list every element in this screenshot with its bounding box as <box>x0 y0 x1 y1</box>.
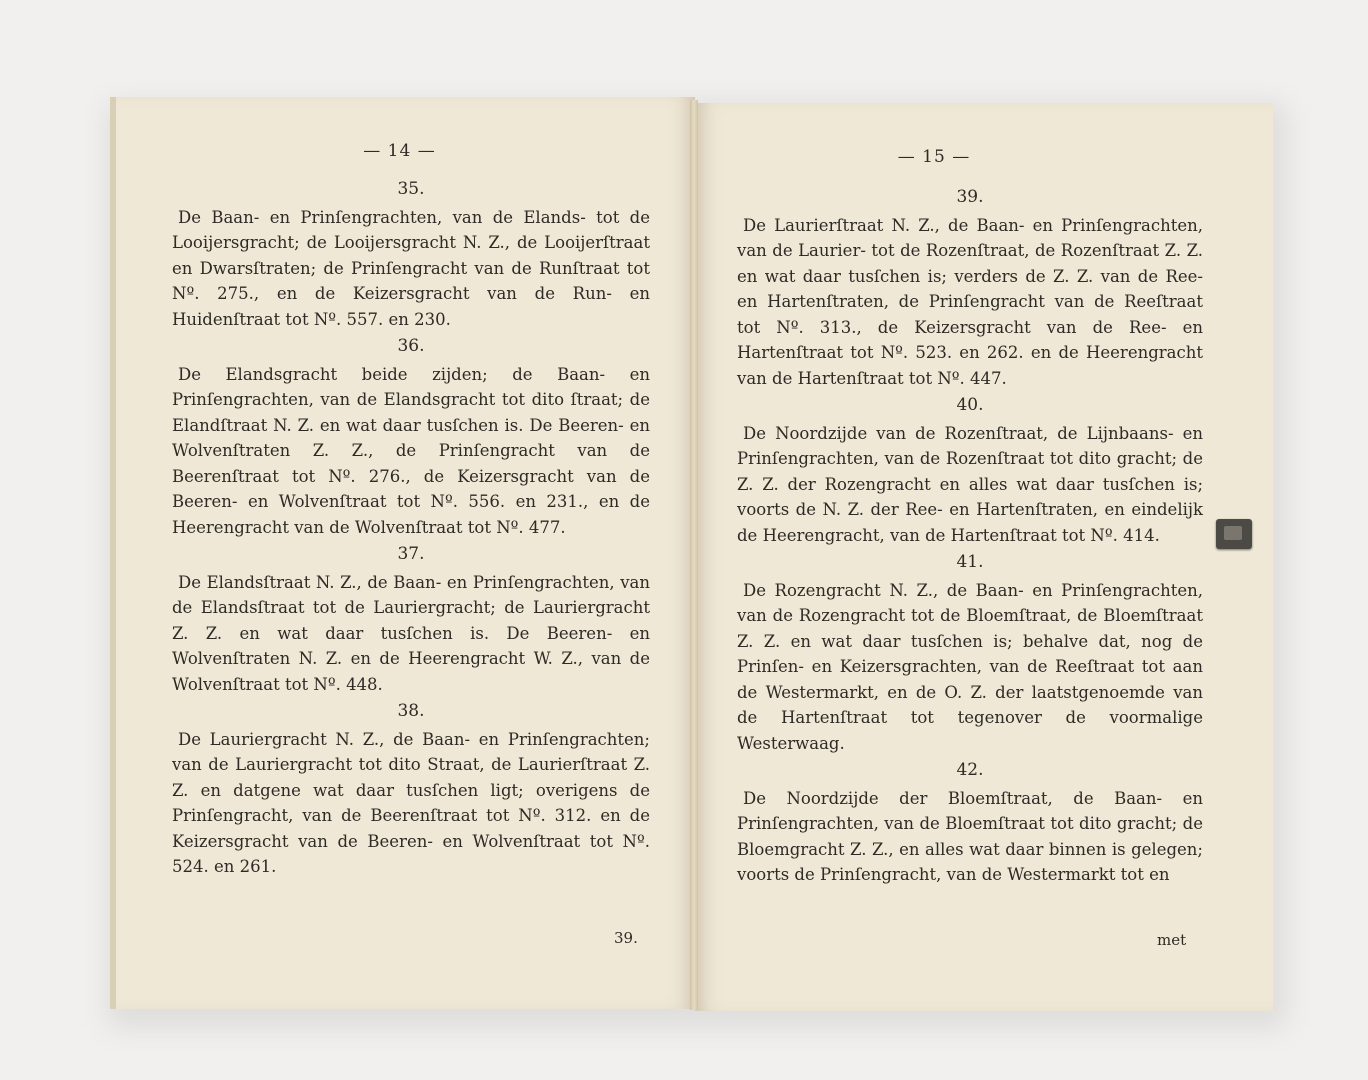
left-page <box>110 97 695 1009</box>
section-paragraph: De Laurierſtraat N. Z., de Baan- en Prinſengrachten, van de Laurier- tot de Rozenſtraat, de Rozenſtraat Z. Z. en wat daar tusſchen is; verders de Z. Z. van de Ree- en Hartenſtraten, de Prinſengracht van de Reeſtraat tot Nº. 313., de Keizersgracht van de Ree- en Hartenſtraat tot Nº. 523. en 262. en de Heerengracht van de Hartenſtraat tot Nº. 447. <box>737 215 1203 388</box>
section-paragraph: De Elandsſtraat N. Z., de Baan- en Prinſengrachten, van de Elandsſtraat tot de Lauriergracht; de Lauriergracht Z. Z. en wat daar tusſchen is. De Beeren- en Wolvenſtraten N. Z. en de Heerengracht W. Z., van de Wolvenſtraat tot Nº. 448. <box>172 572 650 694</box>
page-number-right: — 15 — <box>897 147 971 167</box>
section-paragraph: De Lauriergracht N. Z., de Baan- en Prinſengrachten; van de Lauriergracht tot dito Straat, de Laurierſtraat Z. Z. en datgene wat daar tusſchen ligt; overigens de Prinſengracht, van de Beerenſtraat tot Nº. 312. en de Keizersgracht van de Beeren- en Wolvenſtraat tot Nº. 524. en 261. <box>172 729 650 876</box>
right-page <box>695 103 1273 1011</box>
page-number-left: — 14 — <box>363 141 436 161</box>
section-paragraph: De Noordzijde der Bloemſtraat, de Baan- en Prinſengrachten, van de Bloemſtraat tot dito gracht; de Bloemgracht Z. Z., en alles wat daar binnen is gelegen; voorts de Prinſengracht, van de Westermarkt tot en <box>737 788 1203 884</box>
section-number: 35. <box>397 179 425 199</box>
section-paragraph: De Elandsgracht beide zijden; de Baan- en Prinſengrachten, van de Elandsgracht tot dito ſtraat; de Elandſtraat N. Z. en wat daar tusſchen is. De Beeren- en Wolvenſtraten Z. Z., de Prinſengracht van de Beerenſtraat tot Nº. 276., de Keizersgracht van de Beeren- en Wolvenſtraat tot Nº. 556. en 231., en de Heerengracht van de Wolvenſtraat tot Nº. 477. <box>172 364 650 537</box>
section-number: 42. <box>956 760 984 780</box>
section-paragraph: De Noordzijde van de Rozenſtraat, de Lijnbaans- en Prinſengrachten, van de Rozenſtraat tot dito gracht; de Z. Z. der Rozengracht en alles wat daar tusſchen is; voorts de N. Z. der Ree- en Hartenſtraten, en eindelijk de Heerengracht, van de Hartenſtraat tot Nº. 414. <box>737 423 1203 545</box>
right-page-text <box>737 183 1203 888</box>
section-paragraph: De Baan- en Prinſengrachten, van de Elands- tot de Looijersgracht; de Looijersgracht N. Z., de Looijerſtraat en Dwarsſtraten; de Prinſengracht van de Runſtraat tot Nº. 275., en de Keizersgracht van de Run- en Huidenſtraat tot Nº. 557. en 230. <box>172 207 650 329</box>
left-page-text <box>172 175 650 880</box>
section-paragraph: De Rozengracht N. Z., de Baan- en Prinſengrachten, van de Rozengracht tot de Bloemſtraat, de Bloemſtraat Z. Z. en wat daar tusſchen is; behalve dat, nog de Prinſen- en Keizersgrachten, van de Reeſtraat tot aan de Westermarkt, en de O. Z. der laatstgenoemde van de Hartenſtraat tot tegenover de voormalige Westerwaag. <box>737 580 1203 753</box>
catchword-right: met <box>1157 931 1187 949</box>
section-number: 38. <box>397 701 425 721</box>
section-number: 40. <box>956 395 984 415</box>
section-number: 41. <box>956 552 984 572</box>
section-number: 39. <box>956 187 984 207</box>
catchword-left: 39. <box>614 929 638 947</box>
book-gutter <box>690 100 698 1010</box>
section-number: 37. <box>397 544 425 564</box>
section-number: 36. <box>397 336 425 356</box>
clasp-tab <box>1216 519 1252 549</box>
